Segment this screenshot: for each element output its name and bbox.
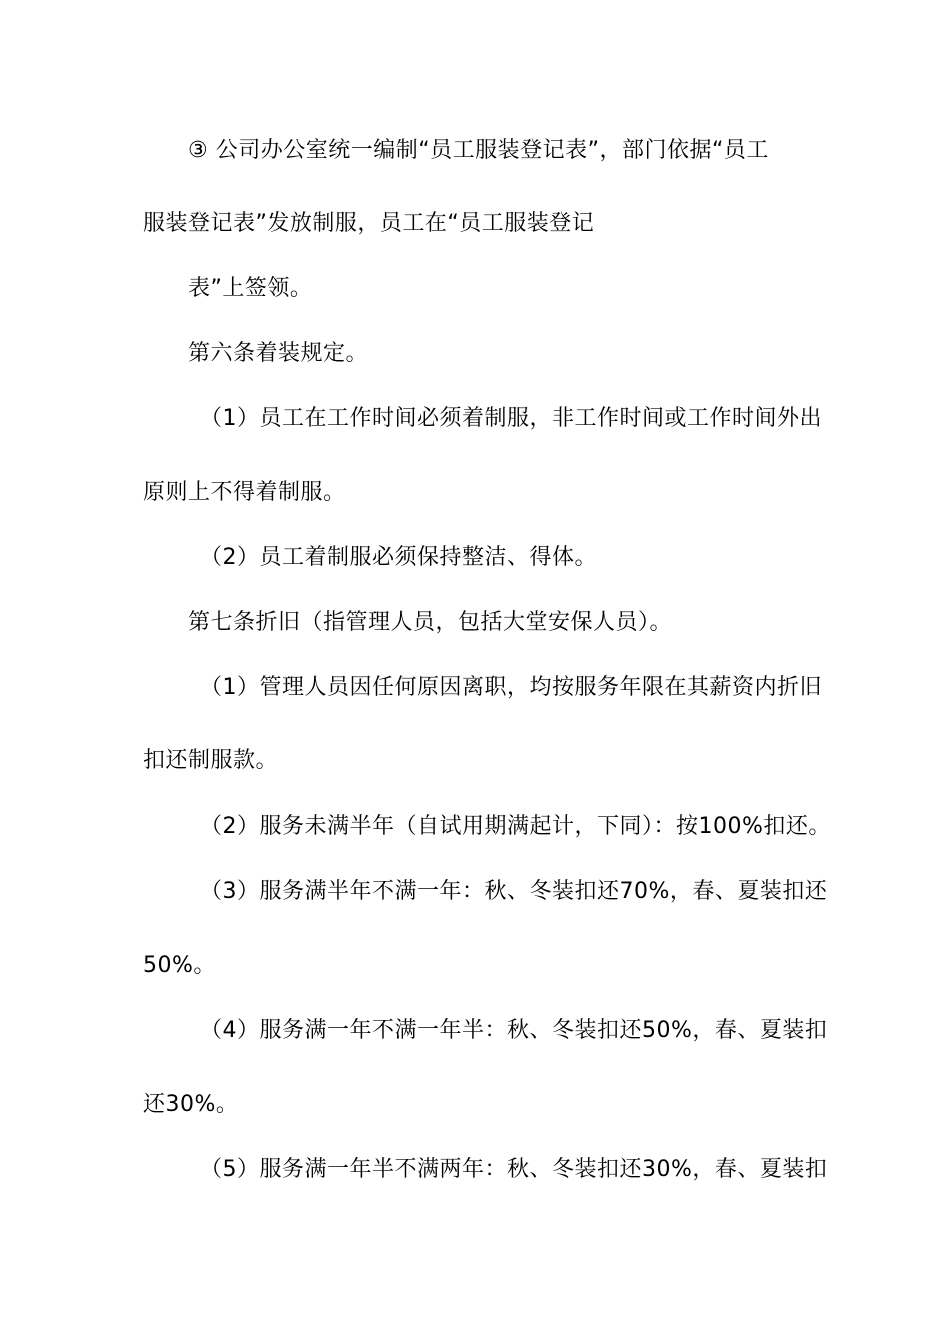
paragraph-line: （2）服务未满半年（自试用期满起计，下同）：按100%扣还。 (200, 814, 831, 839)
article-heading: 第七条折旧（指管理人员，包括大堂安保人员）。 (188, 610, 673, 635)
paragraph-line: （2）员工着制服必须保持整洁、得体。 (200, 545, 597, 570)
paragraph-line: （1）员工在工作时间必须着制服，非工作时间或工作时间外出 (200, 406, 822, 431)
paragraph-line: 扣还制服款。 (143, 748, 279, 773)
article-heading: 第六条着装规定。 (188, 341, 369, 366)
paragraph-line: 原则上不得着制服。 (143, 480, 346, 505)
paragraph-line: 表”上签领。 (188, 276, 313, 301)
paragraph-line: 还30%。 (143, 1092, 239, 1117)
paragraph-line: 50%。 (143, 953, 216, 978)
paragraph-line: （3）服务满半年不满一年：秋、冬装扣还70%，春、夏装扣还 (200, 879, 828, 904)
paragraph-line: （5）服务满一年半不满两年：秋、冬装扣还30%，春、夏装扣 (200, 1157, 828, 1182)
paragraph-line: ③ 公司办公室统一编制“员工服装登记表”，部门依据“员工 (188, 138, 769, 163)
paragraph-line: 服装登记表”发放制服，员工在“员工服装登记 (143, 211, 595, 236)
paragraph-line: （1）管理人员因任何原因离职，均按服务年限在其薪资内折旧 (200, 675, 822, 700)
paragraph-line: （4）服务满一年不满一年半：秋、冬装扣还50%，春、夏装扣 (200, 1018, 828, 1043)
